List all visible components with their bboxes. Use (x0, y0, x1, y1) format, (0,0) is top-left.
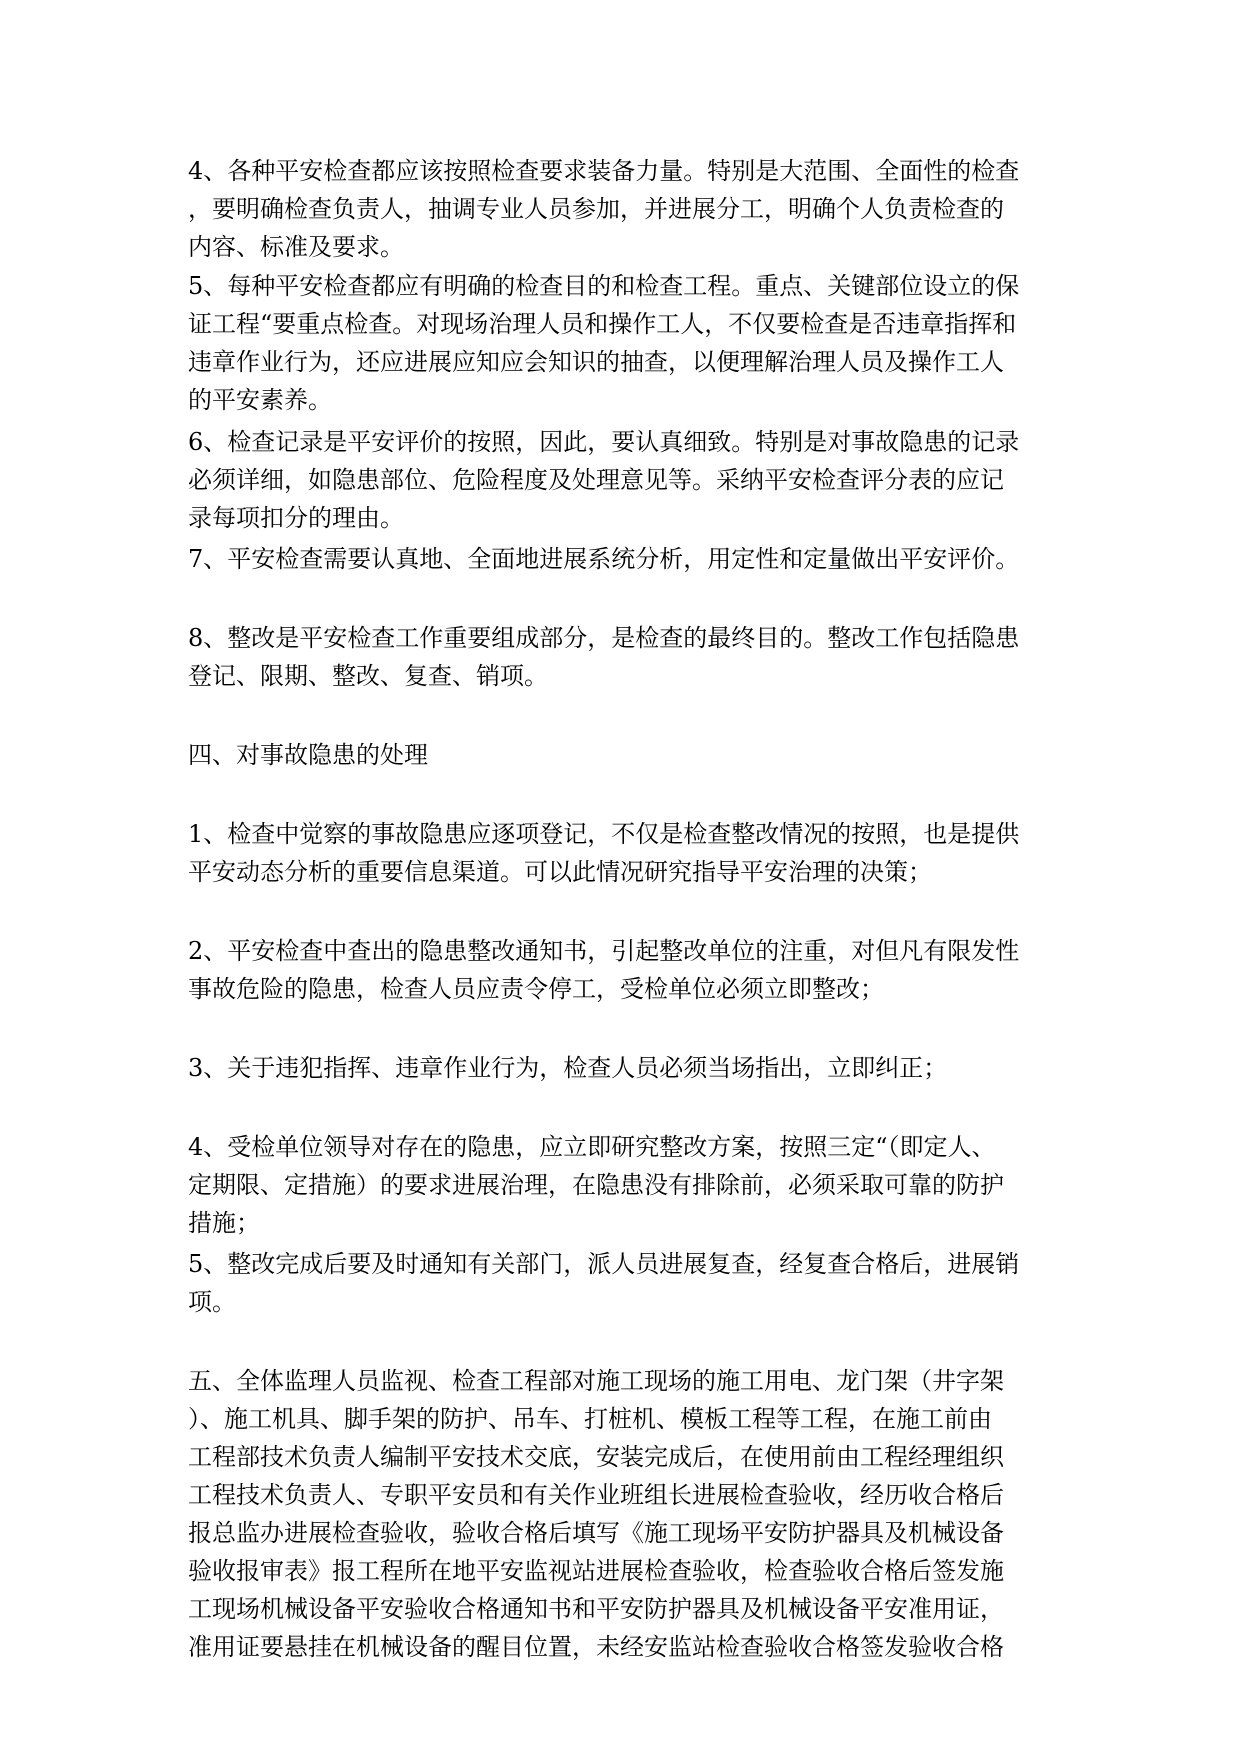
text-line: 5、每种平安检查都应有明确的检查目的和检查工程。重点、关键部位设立的保 (188, 272, 1020, 300)
text-line: 工程技术负责人、专职平安员和有关作业班组长进展检查验收，经历收合格后 (188, 1481, 1004, 1509)
text-line: 验收报审表》报工程所在地平安监视站进展检查验收，检查验收合格后签发施 (188, 1557, 1004, 1585)
text-line: 报总监办进展检查验收，验收合格后填写《施工现场平安防护器具及机械设备 (188, 1519, 1004, 1547)
text-line: 7、平安检查需要认真地、全面地进展系统分析，用定性和定量做出平安评价。 (188, 545, 1020, 573)
text-line: 2、平安检查中查出的隐患整改通知书，引起整改单位的注重，对但凡有限发性 (188, 937, 1020, 965)
text-line: 定期限、定措施）的要求进展治理，在隐患没有排除前，必须采取可靠的防护 (188, 1171, 1004, 1199)
text-line: 登记、限期、整改、复查、销项。 (188, 662, 548, 690)
text-line: 证工程“要重点检查。对现场治理人员和操作工人，不仅要检查是否违章指挥和 (188, 310, 1017, 338)
text-line: 措施； (188, 1209, 260, 1237)
paragraph-item-4 (188, 152, 1019, 266)
paragraph-sub-4 (188, 1128, 1004, 1242)
section-heading-5 (188, 1362, 1004, 1666)
text-line: 的平安素养。 (188, 386, 332, 414)
paragraph-sub-1 (188, 815, 1019, 891)
text-line: 工程部技术负责人编制平安技术交底，安装完成后，在使用前由工程经理组织 (188, 1443, 1004, 1471)
text-line: 1、检查中觉察的事故隐患应逐项登记，不仅是检查整改情况的按照，也是提供 (188, 820, 1020, 848)
text-line: 内容、标准及要求。 (188, 233, 404, 261)
paragraph-item-8 (188, 619, 1019, 695)
text-line: 5、整改完成后要及时通知有关部门，派人员进展复查，经复查合格后，进展销 (188, 1250, 1020, 1278)
text-line: ）、施工机具、脚手架的防护、吊车、打桩机、模板工程等工程，在施工前由 (188, 1405, 992, 1433)
text-line: 事故危险的隐患，检查人员应责令停工，受检单位必须立即整改； (188, 975, 884, 1003)
text-line: 4、受检单位领导对存在的隐患，应立即研究整改方案，按照三定“（即定人、 (188, 1133, 996, 1161)
paragraph-sub-2 (188, 932, 1019, 1008)
text-line: 项。 (188, 1288, 236, 1316)
text-line: 录每项扣分的理由。 (188, 504, 404, 532)
paragraph-item-7 (188, 540, 1019, 578)
text-line: 五、全体监理人员监视、检查工程部对施工现场的施工用电、龙门架（井字架 (188, 1367, 1004, 1395)
paragraph-item-6 (188, 423, 1019, 537)
text-line: 四、对事故隐患的处理 (188, 741, 428, 769)
text-line: ，要明确检查负责人，抽调专业人员参加，并进展分工，明确个人负责检查的 (188, 195, 1004, 223)
section-heading-4 (188, 736, 428, 774)
paragraph-sub-5 (188, 1245, 1019, 1321)
paragraph-item-5 (188, 267, 1019, 419)
text-line: 违章作业行为，还应进展应知应会知识的抽查，以便理解治理人员及操作工人 (188, 348, 1004, 376)
text-line: 准用证要悬挂在机械设备的醒目位置，未经安监站检查验收合格签发验收合格 (188, 1633, 1004, 1661)
text-line: 必须详细，如隐患部位、危险程度及处理意见等。采纳平安检查评分表的应记 (188, 466, 1004, 494)
text-line: 平安动态分析的重要信息渠道。可以此情况研究指导平安治理的决策； (188, 858, 932, 886)
text-line: 工现场机械设备平安验收合格通知书和平安防护器具及机械设备平安准用证， (188, 1595, 1004, 1623)
paragraph-sub-3 (188, 1049, 947, 1087)
text-line: 4、各种平安检查都应该按照检查要求装备力量。特别是大范围、全面性的检查 (188, 157, 1020, 185)
text-line: 8、整改是平安检查工作重要组成部分，是检查的最终目的。整改工作包括隐患 (188, 624, 1020, 652)
text-line: 6、检查记录是平安评价的按照，因此，要认真细致。特别是对事故隐患的记录 (188, 428, 1020, 456)
text-line: 3、关于违犯指挥、违章作业行为，检查人员必须当场指出，立即纠正； (188, 1054, 948, 1082)
